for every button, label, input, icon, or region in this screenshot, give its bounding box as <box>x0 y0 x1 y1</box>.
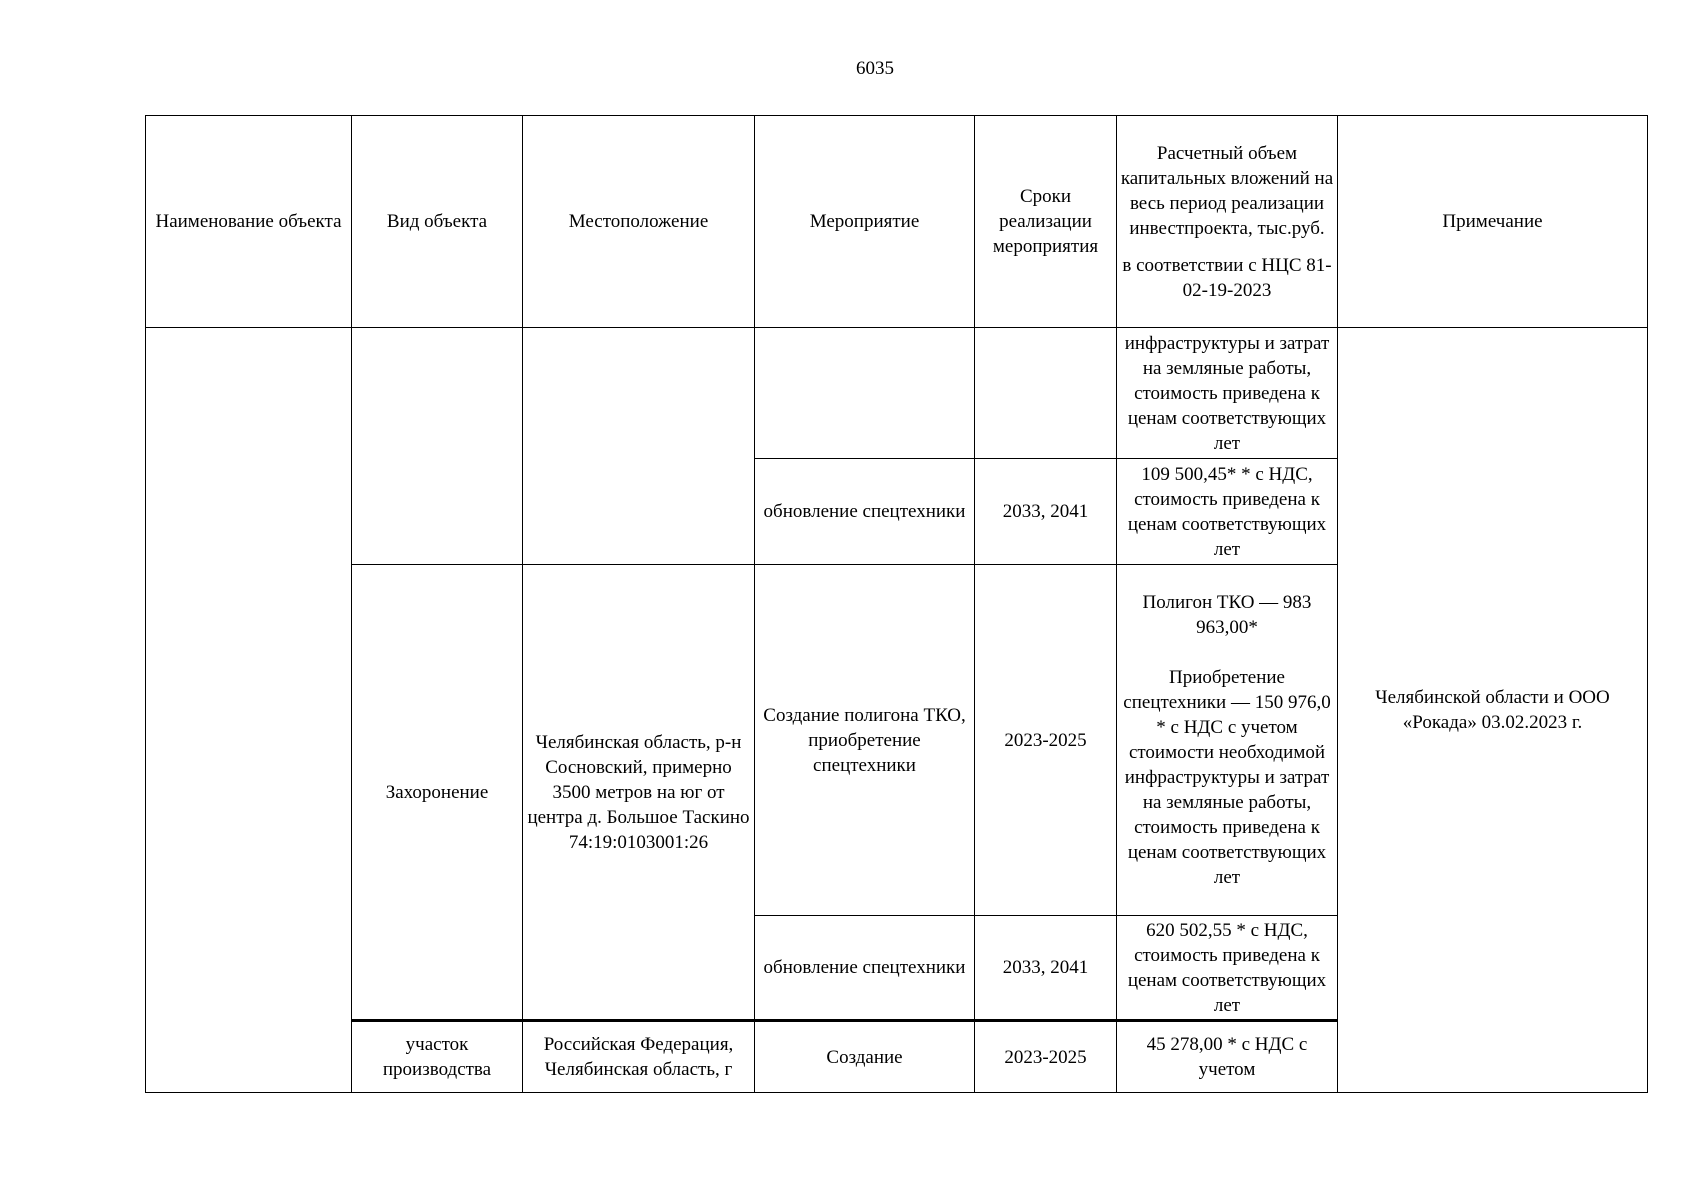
cell-volume: 620 502,55 * с НДС, стоимость приведена к ценам соответствующих лет <box>1117 916 1338 1021</box>
volume-landfill: Полигон ТКО — 983 963,00* <box>1142 592 1312 638</box>
header-volume-note: в соответствии с НЦС 81-02-19-2023 <box>1122 254 1332 301</box>
cell-measure: обновление спецтехники <box>755 916 975 1021</box>
cell-measure <box>755 328 975 459</box>
cell-kind <box>352 328 523 565</box>
cell-note: Челябинской области и ООО «Рокада» 03.02.2023 г. <box>1338 328 1648 1093</box>
table-row <box>146 328 1648 459</box>
cell-volume: 45 278,00 * с НДС с учетом <box>1117 1021 1338 1093</box>
investment-table <box>145 115 1648 1093</box>
cell-location: Челябинская область, р-н Сосновский, примерно 3500 метров на юг от центра д. Большое Таскино 74:19:0103001:26 <box>523 565 755 1021</box>
header-terms: Сроки реализации мероприятия <box>975 116 1117 328</box>
cell-kind: участок производства <box>352 1021 523 1093</box>
table-header-row <box>146 116 1648 328</box>
cell-kind: Захоронение <box>352 565 523 1021</box>
cell-volume <box>1117 565 1338 916</box>
header-name: Наименование объекта <box>146 116 352 328</box>
cell-measure: Создание полигона ТКО, приобретение спецтехники <box>755 565 975 916</box>
cell-name <box>146 328 352 1093</box>
header-location: Местоположение <box>523 116 755 328</box>
header-measure: Мероприятие <box>755 116 975 328</box>
cell-terms: 2033, 2041 <box>975 459 1117 565</box>
cell-measure: Создание <box>755 1021 975 1093</box>
header-volume <box>1117 116 1338 328</box>
header-note: Примечание <box>1338 116 1648 328</box>
cell-volume: инфраструктуры и затрат на земляные работы, стоимость приведена к ценам соответствующих лет <box>1117 328 1338 459</box>
cell-terms: 2033, 2041 <box>975 916 1117 1021</box>
volume-footnote: * с НДС с учетом стоимости необходимой инфраструктуры и затрат на земляные работы, стоимость приведена к ценам соответствующих лет <box>1124 717 1330 888</box>
cell-measure: обновление спецтехники <box>755 459 975 565</box>
header-kind: Вид объекта <box>352 116 523 328</box>
cell-terms: 2023-2025 <box>975 565 1117 916</box>
volume-equipment: Приобретение спецтехники — 150 976,0 <box>1123 667 1331 713</box>
page-number: 6035 <box>856 58 894 79</box>
header-volume-main: Расчетный объем капитальных вложений на весь период реализации инвестпроекта, тыс.руб. <box>1120 142 1334 239</box>
cell-location: Российская Федерация, Челябинская область, г <box>523 1021 755 1093</box>
cell-terms <box>975 328 1117 459</box>
cell-volume: 109 500,45* * с НДС, стоимость приведена к ценам соответствующих лет <box>1117 459 1338 565</box>
cell-location <box>523 328 755 565</box>
cell-terms: 2023-2025 <box>975 1021 1117 1093</box>
